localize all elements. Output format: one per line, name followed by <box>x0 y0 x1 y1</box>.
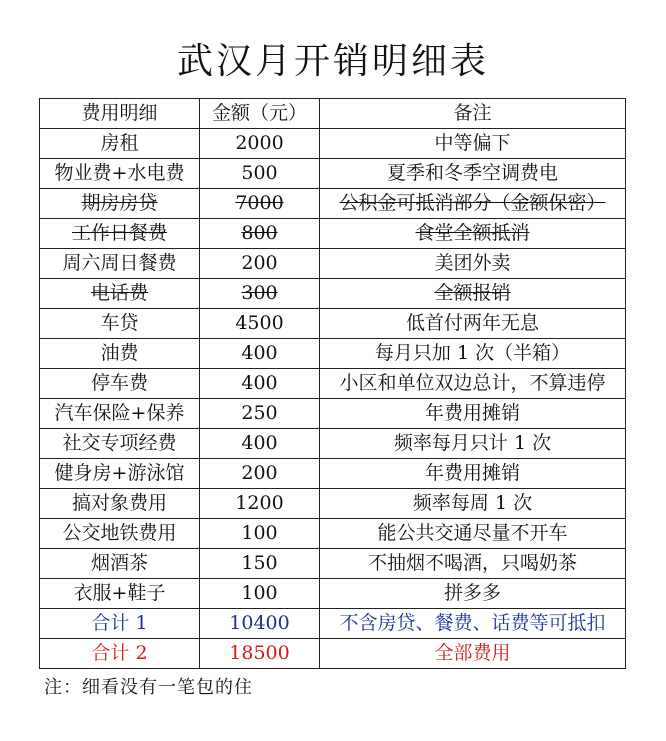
table-row <box>40 159 626 189</box>
table-row-struck <box>40 279 626 309</box>
table-row <box>40 459 626 489</box>
row-amount: 150 <box>200 549 320 579</box>
row-amount: 400 <box>200 429 320 459</box>
row-note: 全额报销 <box>320 279 626 309</box>
row-note: 公积金可抵消部分（金额保密） <box>320 189 626 219</box>
row-note: 年费用摊销 <box>320 459 626 489</box>
row-item: 搞对象费用 <box>40 489 200 519</box>
row-note: 频率每月只计 1 次 <box>320 429 626 459</box>
total-row-2 <box>40 639 626 669</box>
page-title: 武汉月开销明细表 <box>176 41 489 82</box>
row-amount: 100 <box>200 519 320 549</box>
row-note: 不抽烟不喝酒，只喝奶茶 <box>320 549 626 579</box>
total-item: 合计 1 <box>40 609 200 639</box>
row-item: 健身房+游泳馆 <box>40 459 200 489</box>
row-item: 社交专项经费 <box>40 429 200 459</box>
total-amount: 10400 <box>200 609 320 639</box>
table-row <box>40 429 626 459</box>
footnote: 注：细看没有一笔包的住 <box>44 677 253 698</box>
expense-table <box>39 98 626 669</box>
table-header-row <box>40 99 626 129</box>
row-note: 每月只加 1 次（半箱） <box>320 339 626 369</box>
table-row <box>40 399 626 429</box>
table-row <box>40 579 626 609</box>
table-row-struck <box>40 189 626 219</box>
row-note: 中等偏下 <box>320 129 626 159</box>
row-amount: 500 <box>200 159 320 189</box>
row-item: 车贷 <box>40 309 200 339</box>
row-item: 期房房贷 <box>40 189 200 219</box>
row-item: 汽车保险+保养 <box>40 399 200 429</box>
total-amount: 18500 <box>200 639 320 669</box>
row-item: 工作日餐费 <box>40 219 200 249</box>
table-row <box>40 489 626 519</box>
row-item: 停车费 <box>40 369 200 399</box>
table-row <box>40 309 626 339</box>
table-row <box>40 129 626 159</box>
row-item: 烟酒茶 <box>40 549 200 579</box>
row-amount: 200 <box>200 249 320 279</box>
row-amount: 100 <box>200 579 320 609</box>
total-row-1 <box>40 609 626 639</box>
table-row <box>40 519 626 549</box>
row-item: 公交地铁费用 <box>40 519 200 549</box>
row-note: 食堂全额抵消 <box>320 219 626 249</box>
table-row <box>40 249 626 279</box>
row-amount: 300 <box>200 279 320 309</box>
row-note: 拼多多 <box>320 579 626 609</box>
table-row <box>40 339 626 369</box>
total-note: 全部费用 <box>320 639 626 669</box>
row-item: 房租 <box>40 129 200 159</box>
row-item: 电话费 <box>40 279 200 309</box>
row-amount: 2000 <box>200 129 320 159</box>
row-item: 物业费+水电费 <box>40 159 200 189</box>
total-item: 合计 2 <box>40 639 200 669</box>
row-note: 能公共交通尽量不开车 <box>320 519 626 549</box>
row-amount: 400 <box>200 369 320 399</box>
row-note: 年费用摊销 <box>320 399 626 429</box>
row-amount: 4500 <box>200 309 320 339</box>
total-note: 不含房贷、餐费、话费等可抵扣 <box>320 609 626 639</box>
header-item: 费用明细 <box>40 99 200 129</box>
row-amount: 250 <box>200 399 320 429</box>
table-row <box>40 549 626 579</box>
row-item: 周六周日餐费 <box>40 249 200 279</box>
row-item: 衣服+鞋子 <box>40 579 200 609</box>
row-amount: 1200 <box>200 489 320 519</box>
row-item: 油费 <box>40 339 200 369</box>
row-amount: 400 <box>200 339 320 369</box>
row-amount: 200 <box>200 459 320 489</box>
header-note: 备注 <box>320 99 626 129</box>
row-note: 美团外卖 <box>320 249 626 279</box>
row-note: 低首付两年无息 <box>320 309 626 339</box>
row-note: 夏季和冬季空调费电 <box>320 159 626 189</box>
table-row-struck <box>40 219 626 249</box>
row-amount: 7000 <box>200 189 320 219</box>
row-note: 小区和单位双边总计，不算违停 <box>320 369 626 399</box>
row-note: 频率每周 1 次 <box>320 489 626 519</box>
header-amount: 金额（元） <box>200 99 320 129</box>
table-row <box>40 369 626 399</box>
row-amount: 800 <box>200 219 320 249</box>
